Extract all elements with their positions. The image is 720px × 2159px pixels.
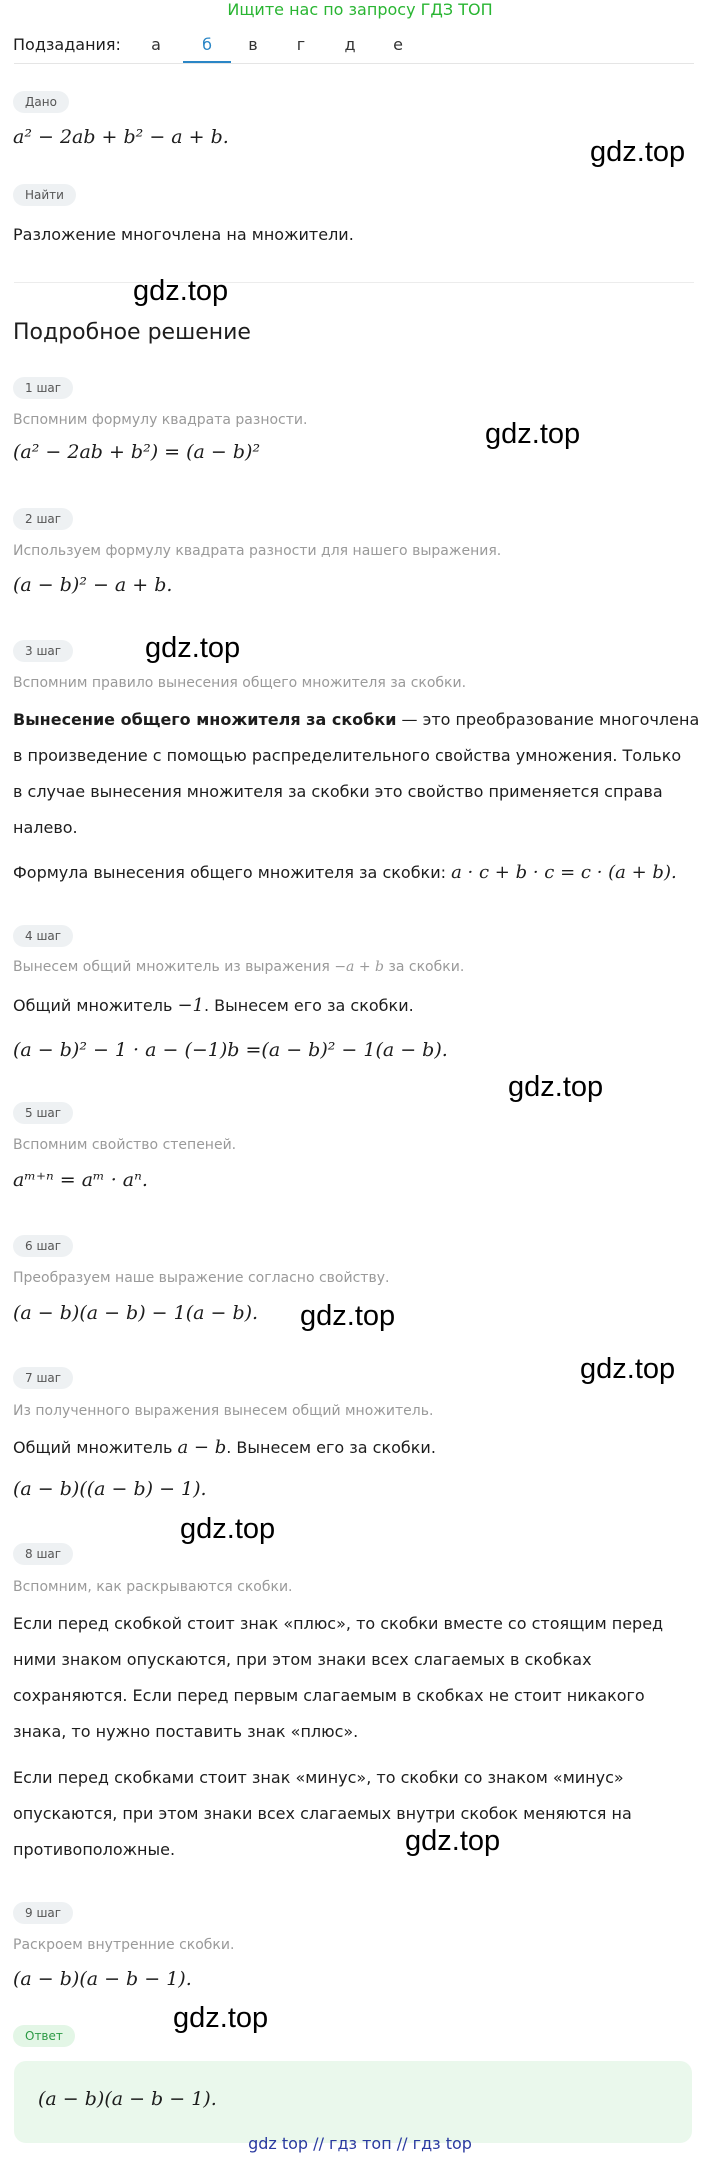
step-expression: (a − b)((a − b) − 1).	[13, 1478, 207, 1500]
find-text: Разложение многочлена на множители.	[13, 225, 354, 244]
footer-separator: //	[396, 2134, 408, 2153]
watermark: gdz.top	[590, 136, 686, 168]
formula-expression: a · c + b · c = c · (a + b).	[451, 862, 677, 883]
step-expression: (a − b)² − a + b.	[13, 574, 173, 596]
rule-plus-line-3: сохраняются. Если перед первым слагаемым в скобках не стоит никакого	[13, 1686, 645, 1705]
given-badge: Дано	[13, 91, 69, 113]
rule-minus-line-2: опускаются, при этом знаки всех слагаемых внутри скобок меняются на	[13, 1804, 632, 1823]
definition-line-3: в случае вынесения множителя за скобки это свойство применяется справа	[13, 782, 663, 801]
formula-line	[13, 855, 703, 891]
footer-separator: //	[313, 2134, 324, 2153]
text-suffix: . Вынесем его за скобки.	[204, 996, 414, 1015]
section-divider	[14, 282, 694, 283]
tab-e[interactable]: е	[393, 35, 403, 54]
step-expression: (a − b)(a − b − 1).	[13, 1968, 192, 1990]
tab-g[interactable]: г	[296, 35, 306, 54]
step-hint: Вспомним правило вынесения общего множителя за скобки.	[13, 675, 467, 691]
watermark: gdz.top	[405, 1825, 501, 1857]
answer-badge: Ответ	[13, 2025, 75, 2047]
rule-minus-line-1: Если перед скобками стоит знак «минус», то скобки со знаком «минус»	[13, 1768, 624, 1787]
watermark: gdz.top	[180, 1513, 276, 1545]
step-badge: 8 шаг	[13, 1543, 73, 1565]
footer-link-gdz-top[interactable]: gdz top	[248, 2134, 309, 2153]
step-hint: Вспомним свойство степеней.	[13, 1137, 237, 1153]
step-hint: Преобразуем наше выражение согласно свойству.	[13, 1270, 390, 1286]
definition-line-1	[13, 702, 703, 738]
watermark: gdz.top	[300, 1300, 396, 1332]
step-hint: Раскроем внутренние скобки.	[13, 1937, 235, 1953]
subtasks-label: Подзадания:	[13, 35, 121, 54]
given-expression: a² − 2ab + b² − a + b.	[13, 126, 229, 148]
step-text	[13, 988, 703, 1024]
step-expression: aᵐ⁺ⁿ = aᵐ · aⁿ.	[13, 1169, 148, 1191]
step-badge: 3 шаг	[13, 640, 73, 662]
rule-plus-line-2: ними знаком опускаются, при этом знаки всех слагаемых в скобках	[13, 1650, 592, 1669]
watermark: gdz.top	[508, 1071, 604, 1103]
formula-label: Формула вынесения общего множителя за скобки:	[13, 863, 452, 882]
tabs-divider	[14, 63, 694, 64]
definition-term: Вынесение общего множителя за скобки	[13, 710, 397, 729]
hint-math: −a + b	[334, 959, 384, 975]
step-hint: Из полученного выражения вынесем общий множитель.	[13, 1403, 434, 1419]
watermark: gdz.top	[145, 632, 241, 664]
step-hint: Вспомним формулу квадрата разности.	[13, 412, 308, 428]
step-text	[13, 1430, 703, 1466]
text-math: a − b	[177, 1437, 227, 1458]
answer-expression: (a − b)(a − b − 1).	[38, 2088, 217, 2110]
tab-b[interactable]: б	[202, 35, 212, 54]
step-hint	[13, 959, 464, 975]
find-badge: Найти	[13, 184, 76, 206]
step-hint: Используем формулу квадрата разности для нашего выражения.	[13, 543, 502, 559]
step-expression: (a − b)(a − b) − 1(a − b).	[13, 1302, 259, 1324]
tab-a[interactable]: а	[151, 35, 161, 54]
definition-line-4: налево.	[13, 818, 78, 837]
step-badge: 4 шаг	[13, 925, 73, 947]
footer-links	[0, 2134, 720, 2153]
rule-minus-line-3: противоположные.	[13, 1840, 176, 1859]
step-hint: Вспомним, как раскрываются скобки.	[13, 1579, 293, 1595]
rule-plus-line-1: Если перед скобкой стоит знак «плюс», то скобки вместе со стоящим перед	[13, 1614, 664, 1633]
hint-suffix: за скобки.	[383, 959, 465, 975]
watermark: gdz.top	[133, 275, 229, 307]
step-badge: 5 шаг	[13, 1102, 73, 1124]
step-expression: (a − b)² − 1 · a − (−1)b =(a − b)² − 1(a − b).	[13, 1039, 448, 1061]
text-prefix: Общий множитель	[13, 1438, 178, 1457]
watermark: gdz.top	[173, 2002, 269, 2034]
definition-line-2: в произведение с помощью распределительного свойства умножения. Только	[13, 746, 682, 765]
rule-plus-line-4: знака, то нужно поставить знак «плюс».	[13, 1722, 359, 1741]
step-expression: (a² − 2ab + b²) = (a − b)²	[13, 441, 261, 463]
step-badge: 9 шаг	[13, 1902, 73, 1924]
step-badge: 2 шаг	[13, 508, 73, 530]
text-suffix: . Вынесем его за скобки.	[226, 1438, 436, 1457]
text-prefix: Общий множитель	[13, 996, 178, 1015]
definition-text: — это преобразование многочлена	[396, 710, 700, 729]
step-badge: 1 шаг	[13, 377, 73, 399]
text-math: −1	[177, 995, 204, 1016]
step-badge: 7 шаг	[13, 1367, 73, 1389]
watermark: gdz.top	[580, 1353, 676, 1385]
hint-prefix: Вынесем общий множитель из выражения	[13, 959, 335, 975]
tab-v[interactable]: в	[248, 35, 258, 54]
watermark: gdz.top	[485, 418, 581, 450]
footer-link-gdz-top-ru[interactable]: гдз топ	[329, 2134, 392, 2153]
promo-banner[interactable]: Ищите нас по запросу ГДЗ ТОП	[227, 0, 493, 19]
step-badge: 6 шаг	[13, 1235, 73, 1257]
footer-link-gdz-top-mixed[interactable]: гдз top	[412, 2134, 472, 2153]
solution-title: Подробное решение	[13, 320, 251, 345]
tab-d[interactable]: д	[344, 35, 356, 54]
